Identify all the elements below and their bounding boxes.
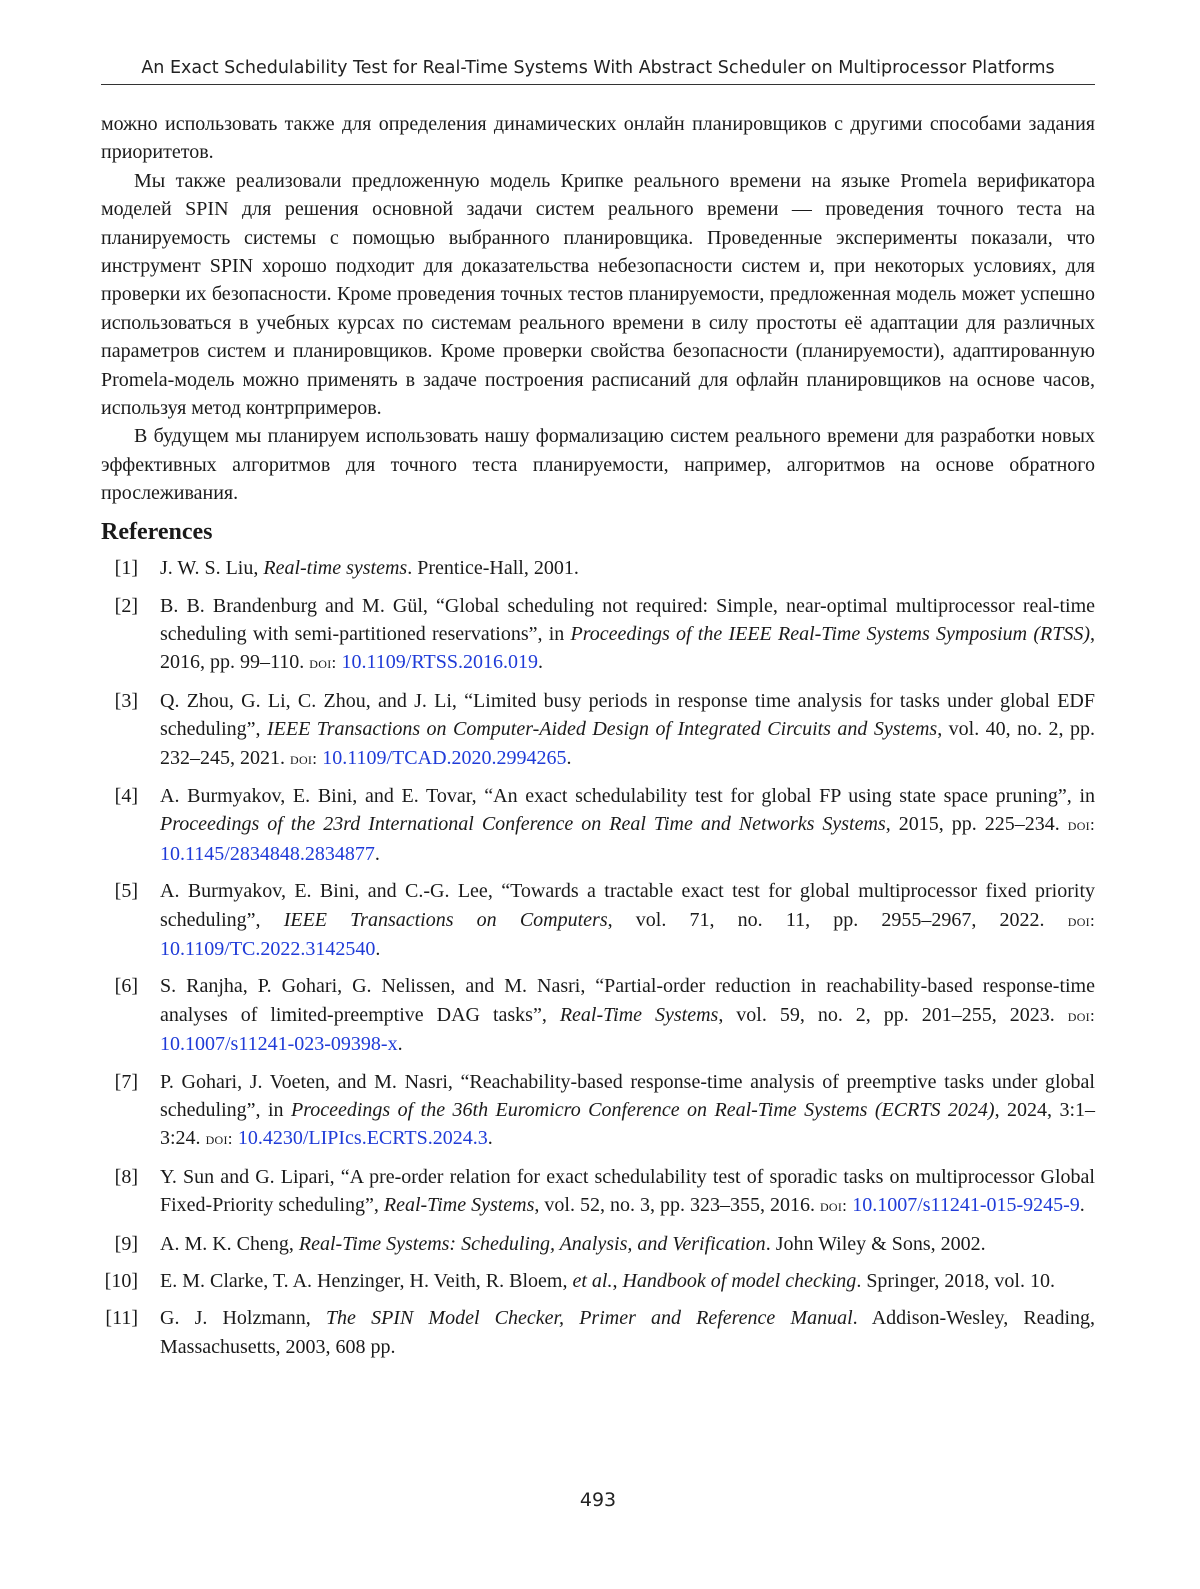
reference-text: , vol. 40, no. 2, pp. 232–245, 2021. (160, 718, 1095, 769)
reference-end: . (566, 746, 572, 769)
reference-end: . (374, 842, 380, 865)
reference-number: [4] (114, 784, 138, 807)
reference-title: The SPIN Model Checker, Primer and Reference Manual (325, 1307, 853, 1330)
reference-item (101, 1267, 1095, 1295)
page-number: 493 (579, 1489, 617, 1511)
reference-text: P. Gohari, J. Voeten, and M. Nasri, “Reachability-based response-time analysis of preemptive tasks under global scheduling”, in (160, 1070, 1095, 1121)
reference-number: [6] (114, 975, 138, 998)
reference-text: A. Burmyakov, E. Bini, and E. Tovar, “An exact schedulability test for global FP using state space pruning”, in (160, 784, 1095, 807)
references-heading: References (101, 518, 213, 545)
paragraph: Мы также реализовали предложенную модель Крипке реального времени на языке Promela верификатора моделей SPIN для решения основной задачи систем реального времени — проведения точного теста на планируемость системы с помощью выбранного планировщика. Проведенные эксперименты показали, что инструмент SPIN хорошо подходит для доказательства небезопасности систем и, при некоторых условиях, для проверки их безопасности. Кроме проведения точных тестов планируемости, предложенная модель может успешно использоваться в учебных курсах по системам реального времени в силу простоты её адаптации для различных параметров систем и планировщиков. Кроме проверки свойства безопасности (планируемости), адаптированную Promela-модель можно применять в задаче построения расписаний для офлайн планировщиков на основе часов, используя метод контрпримеров. (101, 169, 1095, 420)
reference-venue: IEEE Transactions on Computer-Aided Design of Integrated Circuits and Systems (266, 718, 938, 741)
reference-text: Q. Zhou, G. Li, C. Zhou, and J. Li, “Limited busy periods in response time analysis for tasks under global EDF scheduling”, (160, 689, 1095, 741)
reference-end: . (375, 937, 381, 960)
doi-label: doi: (1067, 815, 1095, 835)
reference-text: A. Burmyakov, E. Bini, and C.-G. Lee, “Towards a tractable exact test for global multiprocessor fixed priority scheduling”, (160, 880, 1095, 931)
reference-text: . John Wiley & Sons, 2002. (765, 1232, 986, 1255)
reference-item (101, 554, 1095, 582)
reference-text: Y. Sun and G. Lipari, “A pre-order relation for exact schedulability test of sporadic tasks on multiprocessor Global Fixed-Priority scheduling”, (160, 1165, 1095, 1217)
doi-label: doi: (290, 748, 318, 768)
reference-text: , (612, 1270, 623, 1293)
reference-text: . Prentice-Hall, 2001. (407, 557, 579, 580)
reference-item (101, 687, 1095, 773)
doi-label: doi: (309, 653, 337, 673)
reference-venue: Real-Time Systems (383, 1194, 535, 1217)
reference-number: [9] (114, 1232, 138, 1255)
reference-end: . (537, 651, 543, 674)
reference-item (101, 1163, 1095, 1221)
reference-venue: Proceedings of the IEEE Real-Time Systems Symposium (RTSS) (570, 622, 1090, 645)
reference-text: G. J. Holzmann, (160, 1307, 326, 1330)
reference-text: . Springer, 2018, vol. 10. (856, 1270, 1055, 1293)
reference-text: S. Ranjha, P. Gohari, G. Nelissen, and M. Nasri, “Partial-order reduction in reachability-based response-time analyses of limited-preemptive DAG tasks”, (160, 975, 1095, 1026)
reference-venue: Proceedings of the 23rd International Conference on Real Time and Networks Systems (160, 813, 886, 836)
reference-item (101, 782, 1095, 868)
reference-text: , vol. 59, no. 2, pp. 201–255, 2023. (718, 1003, 1068, 1026)
doi-label: doi: (1067, 1005, 1095, 1025)
reference-end: . (397, 1033, 403, 1056)
reference-number: [2] (114, 594, 138, 617)
doi-link[interactable]: 10.1007/s11241-023-09398-x (160, 1033, 398, 1056)
doi-link[interactable]: 10.1109/RTSS.2016.019 (341, 651, 538, 674)
reference-number: [7] (114, 1070, 138, 1093)
reference-item (101, 1304, 1095, 1361)
reference-text: , vol. 71, no. 11, pp. 2955–2967, 2022. (607, 908, 1068, 931)
reference-item (101, 592, 1095, 678)
reference-text: . Addison-Wesley, Reading, Massachusetts, 2003, 608 pp. (160, 1307, 1095, 1358)
reference-text: B. B. Brandenburg and M. Gül, “Global scheduling not required: Simple, near-optimal multiprocessor real-time scheduling with semi-partitioned reservations”, in (160, 594, 1095, 645)
doi-link[interactable]: 10.1007/s11241-015-9245-9 (852, 1194, 1080, 1217)
doi-link[interactable]: 10.1145/2834848.2834877 (160, 842, 375, 865)
reference-number: [3] (114, 689, 138, 712)
reference-number: [5] (114, 880, 138, 903)
reference-text: E. M. Clarke, T. A. Henzinger, H. Veith, R. Bloem, (160, 1270, 573, 1293)
reference-title: Handbook of model checking (622, 1270, 857, 1293)
reference-etal: et al. (572, 1270, 613, 1293)
reference-venue: IEEE Transactions on Computers (283, 908, 608, 931)
reference-item (101, 1068, 1095, 1154)
reference-venue: Real-Time Systems (559, 1003, 719, 1026)
doi-label: doi: (205, 1129, 233, 1149)
reference-end: . (1079, 1194, 1085, 1217)
reference-text: , vol. 52, no. 3, pp. 323–355, 2016. (534, 1194, 820, 1217)
doi-label: doi: (1067, 910, 1095, 930)
reference-title: Real-time systems (263, 557, 408, 580)
reference-number: [10] (104, 1270, 138, 1293)
doi-link[interactable]: 10.1109/TCAD.2020.2994265 (322, 746, 567, 769)
reference-item (101, 972, 1095, 1058)
reference-text: , 2015, pp. 225–234. (885, 813, 1068, 836)
running-header-title: An Exact Schedulability Test for Real-Time Systems With Abstract Scheduler on Multiprocessor Platforms (141, 58, 1055, 78)
reference-title: Real-Time Systems: Scheduling, Analysis, and Verification (298, 1232, 766, 1255)
reference-item (101, 1230, 1095, 1258)
reference-number: [1] (114, 557, 138, 580)
reference-number: [8] (114, 1165, 138, 1188)
paragraph: можно использовать также для определения динамических онлайн планировщиков с другими способами задания приоритетов. (101, 113, 1095, 164)
paragraph: В будущем мы планируем использовать нашу формализацию систем реального времени для разработки новых эффективных алгоритмов для точного теста планируемости, например, алгоритмов на основе обратного прослеживания. (101, 425, 1095, 505)
reference-text: A. M. K. Cheng, (160, 1232, 299, 1255)
doi-link[interactable]: 10.1109/TC.2022.3142540 (160, 937, 376, 960)
reference-number: [11] (105, 1307, 138, 1330)
reference-text: , 2024, 3:1–3:24. (160, 1099, 1096, 1150)
reference-list (101, 554, 1095, 1361)
reference-venue: Proceedings of the 36th Euromicro Conference on Real-Time Systems (ECRTS 2024) (290, 1099, 995, 1121)
doi-link[interactable]: 10.4230/LIPIcs.ECRTS.2024.3 (237, 1127, 488, 1150)
reference-end: . (487, 1127, 493, 1150)
reference-text: , 2016, pp. 99–110. (160, 622, 1095, 674)
reference-item (101, 877, 1095, 963)
header-rule (101, 84, 1095, 85)
body-text (101, 110, 1095, 1370)
doi-label: doi: (819, 1196, 848, 1216)
reference-text: J. W. S. Liu, (160, 557, 264, 580)
